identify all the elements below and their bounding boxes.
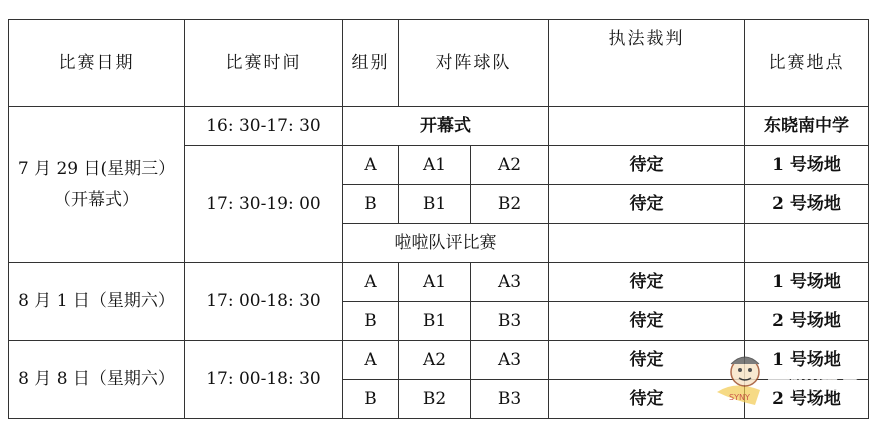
header-date: 比赛日期 xyxy=(9,20,185,107)
day1-cheer-referee-empty xyxy=(549,224,745,263)
day3-time: 17: 00-18: 30 xyxy=(185,341,343,419)
day3-date: 8 月 8 日（星期六） xyxy=(9,341,185,419)
cell-venue: 2 号场地 xyxy=(745,302,869,341)
cell-team1: B2 xyxy=(399,380,471,419)
header-referee: 执法裁判 xyxy=(549,20,745,107)
day2-date: 8 月 1 日（星期六） xyxy=(9,263,185,341)
day1-opening-referee-empty xyxy=(549,107,745,146)
cell-referee: 待定 xyxy=(549,185,745,224)
cell-group: B xyxy=(343,302,399,341)
cell-referee: 待定 xyxy=(549,380,745,419)
cell-venue: 2 号场地 xyxy=(745,380,869,419)
cell-team1: A1 xyxy=(399,146,471,185)
day1-date: 7 月 29 日(星期三） xyxy=(17,158,176,179)
day1-opening-label: 开幕式 xyxy=(343,107,549,146)
cell-team1: B1 xyxy=(399,185,471,224)
cell-group: B xyxy=(343,185,399,224)
day1-date-note: （开幕式） xyxy=(54,189,139,210)
cell-team2: B3 xyxy=(471,302,549,341)
day1-match-time: 17: 30-19: 00 xyxy=(185,146,343,263)
day2-time: 17: 00-18: 30 xyxy=(185,263,343,341)
cell-venue: 1 号场地 xyxy=(745,341,869,380)
cell-team2: A3 xyxy=(471,263,549,302)
cell-referee: 待定 xyxy=(549,302,745,341)
day1-cheer-label: 啦啦队评比赛 xyxy=(343,224,549,263)
cell-venue: 2 号场地 xyxy=(745,185,869,224)
cell-team2: B3 xyxy=(471,380,549,419)
table-row xyxy=(9,107,869,146)
cell-group: A xyxy=(343,341,399,380)
cell-team1: A2 xyxy=(399,341,471,380)
cell-referee: 待定 xyxy=(549,146,745,185)
cell-team1: A1 xyxy=(399,263,471,302)
header-teams: 对阵球队 xyxy=(399,20,549,107)
watermark-text: 蜂仙图片 xyxy=(767,366,863,394)
table-row xyxy=(9,263,869,302)
header-row xyxy=(9,20,869,107)
watermark-logo xyxy=(715,350,880,410)
cell-referee: 待定 xyxy=(549,263,745,302)
header-venue: 比赛地点 xyxy=(745,20,869,107)
day1-opening-venue: 东晓南中学 xyxy=(745,107,869,146)
cell-group: A xyxy=(343,146,399,185)
cell-team1: B1 xyxy=(399,302,471,341)
cell-venue: 1 号场地 xyxy=(745,263,869,302)
cell-team2: A2 xyxy=(471,146,549,185)
cell-venue: 1 号场地 xyxy=(745,146,869,185)
cell-referee: 待定 xyxy=(549,341,745,380)
cell-group: B xyxy=(343,380,399,419)
header-group: 组别 xyxy=(343,20,399,107)
day1-date-cell xyxy=(9,107,185,263)
cell-team2: B2 xyxy=(471,185,549,224)
cell-team2: A3 xyxy=(471,341,549,380)
day1-cheer-venue-empty xyxy=(745,224,869,263)
header-time: 比赛时间 xyxy=(185,20,343,107)
cell-group: A xyxy=(343,263,399,302)
watermark-badge: SYNY xyxy=(729,393,750,402)
day1-opening-time: 16: 30-17: 30 xyxy=(185,107,343,146)
